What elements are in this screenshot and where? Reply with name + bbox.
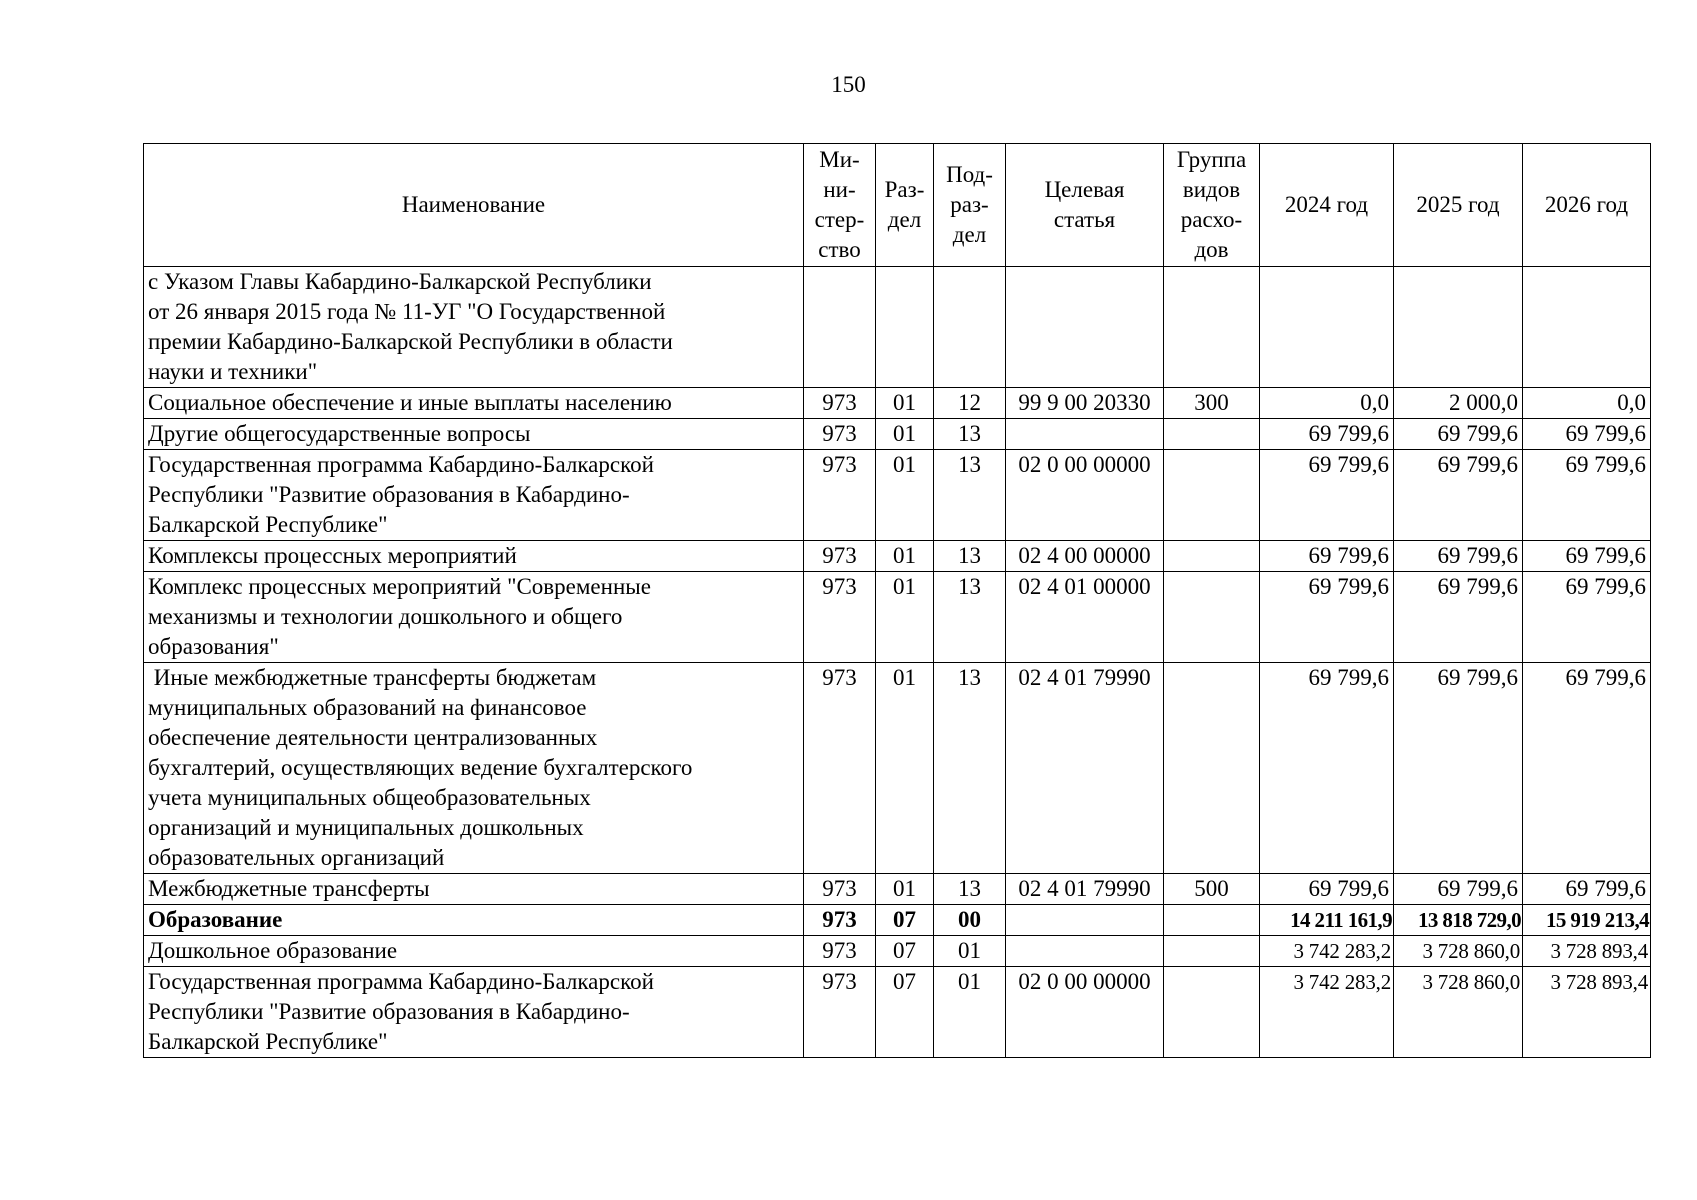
- cell-section: 01: [876, 541, 934, 572]
- cell-year-2024: 69 799,6: [1260, 572, 1394, 663]
- cell-subsection: 13: [934, 450, 1006, 541]
- cell-ministry: 973: [804, 874, 876, 905]
- cell-ministry: [804, 267, 876, 388]
- cell-subsection: 00: [934, 905, 1006, 936]
- cell-subsection: 13: [934, 419, 1006, 450]
- cell-subsection: 13: [934, 874, 1006, 905]
- cell-section: 07: [876, 967, 934, 1058]
- table-row: [144, 450, 1651, 541]
- table-header-row: [144, 144, 1651, 267]
- table-row: [144, 936, 1651, 967]
- header-year-2024: 2024 год: [1260, 144, 1394, 267]
- cell-section: 01: [876, 450, 934, 541]
- cell-target-article: 02 0 00 00000: [1006, 967, 1164, 1058]
- cell-year-2026: 69 799,6: [1523, 541, 1651, 572]
- cell-year-2024: 0,0: [1260, 388, 1394, 419]
- table-row: [144, 905, 1651, 936]
- cell-year-2024: 69 799,6: [1260, 874, 1394, 905]
- budget-table: [143, 143, 1651, 1058]
- table-row: [144, 267, 1651, 388]
- cell-target-article: 02 4 01 79990: [1006, 663, 1164, 874]
- cell-year-2024: 69 799,6: [1260, 419, 1394, 450]
- cell-section: 01: [876, 572, 934, 663]
- cell-section: 01: [876, 874, 934, 905]
- cell-subsection: 13: [934, 541, 1006, 572]
- cell-year-2025: 69 799,6: [1394, 419, 1523, 450]
- cell-year-2025: 69 799,6: [1394, 572, 1523, 663]
- cell-target-article: [1006, 419, 1164, 450]
- cell-year-2026: 69 799,6: [1523, 572, 1651, 663]
- cell-ministry: 973: [804, 967, 876, 1058]
- cell-year-2024: 69 799,6: [1260, 663, 1394, 874]
- cell-target-article: 02 4 01 79990: [1006, 874, 1164, 905]
- cell-expense-group: [1164, 419, 1260, 450]
- cell-target-article: 02 4 01 00000: [1006, 572, 1164, 663]
- header-subsection: Под- раз- дел: [934, 144, 1006, 267]
- cell-section: 01: [876, 663, 934, 874]
- cell-target-article: [1006, 267, 1164, 388]
- cell-year-2026: 15 919 213,4: [1523, 905, 1651, 936]
- table-row: [144, 874, 1651, 905]
- cell-expense-group: [1164, 267, 1260, 388]
- cell-year-2024: 3 742 283,2: [1260, 936, 1394, 967]
- cell-section: 07: [876, 905, 934, 936]
- cell-name: Социальное обеспечение и иные выплаты населению: [144, 388, 804, 419]
- cell-year-2025: 69 799,6: [1394, 450, 1523, 541]
- table-row: [144, 541, 1651, 572]
- cell-expense-group: 300: [1164, 388, 1260, 419]
- cell-year-2025: 69 799,6: [1394, 874, 1523, 905]
- cell-subsection: 12: [934, 388, 1006, 419]
- cell-name: Комплекс процессных мероприятий "Современные механизмы и технологии дошкольного и общего образования": [144, 572, 804, 663]
- header-year-2026: 2026 год: [1523, 144, 1651, 267]
- table-row: [144, 663, 1651, 874]
- cell-year-2026: 69 799,6: [1523, 450, 1651, 541]
- cell-year-2025: 3 728 860,0: [1394, 936, 1523, 967]
- cell-section: 01: [876, 419, 934, 450]
- cell-year-2024: 14 211 161,9: [1260, 905, 1394, 936]
- cell-year-2026: 69 799,6: [1523, 874, 1651, 905]
- cell-year-2024: 69 799,6: [1260, 450, 1394, 541]
- cell-section: 01: [876, 388, 934, 419]
- header-ministry: Ми- ни- стер- ство: [804, 144, 876, 267]
- cell-expense-group: [1164, 936, 1260, 967]
- cell-ministry: 973: [804, 419, 876, 450]
- cell-expense-group: 500: [1164, 874, 1260, 905]
- cell-year-2024: 69 799,6: [1260, 541, 1394, 572]
- cell-year-2025: 2 000,0: [1394, 388, 1523, 419]
- cell-year-2026: 69 799,6: [1523, 663, 1651, 874]
- cell-subsection: [934, 267, 1006, 388]
- cell-expense-group: [1164, 450, 1260, 541]
- cell-year-2025: [1394, 267, 1523, 388]
- cell-year-2026: 69 799,6: [1523, 419, 1651, 450]
- table-row: [144, 388, 1651, 419]
- cell-year-2026: 3 728 893,4: [1523, 967, 1651, 1058]
- cell-ministry: 973: [804, 905, 876, 936]
- cell-target-article: 99 9 00 20330: [1006, 388, 1164, 419]
- cell-year-2024: [1260, 267, 1394, 388]
- cell-target-article: [1006, 905, 1164, 936]
- cell-year-2025: 13 818 729,0: [1394, 905, 1523, 936]
- header-section: Раз- дел: [876, 144, 934, 267]
- cell-subsection: 01: [934, 967, 1006, 1058]
- cell-name: Комплексы процессных мероприятий: [144, 541, 804, 572]
- cell-expense-group: [1164, 967, 1260, 1058]
- header-year-2025: 2025 год: [1394, 144, 1523, 267]
- cell-name: Государственная программа Кабардино-Балкарской Республики "Развитие образования в Кабардино- Балкарской Республике": [144, 967, 804, 1058]
- cell-name: Образование: [144, 905, 804, 936]
- cell-ministry: 973: [804, 936, 876, 967]
- header-expense-group: Группа видов расхо- дов: [1164, 144, 1260, 267]
- cell-ministry: 973: [804, 541, 876, 572]
- cell-expense-group: [1164, 541, 1260, 572]
- cell-name: Дошкольное образование: [144, 936, 804, 967]
- cell-section: [876, 267, 934, 388]
- cell-section: 07: [876, 936, 934, 967]
- cell-expense-group: [1164, 572, 1260, 663]
- cell-name: Иные межбюджетные трансферты бюджетам муниципальных образований на финансовое обеспечение деятельности централизованных бухгалтерий, осуществляющих ведение бухгалтерского учета муниципальных общеобразовательных организаций и муниципальных дошкольных образовательных организаций: [144, 663, 804, 874]
- cell-name: Межбюджетные трансферты: [144, 874, 804, 905]
- cell-year-2026: 3 728 893,4: [1523, 936, 1651, 967]
- header-target-article: Целевая статья: [1006, 144, 1164, 267]
- cell-expense-group: [1164, 663, 1260, 874]
- cell-name: Государственная программа Кабардино-Балкарской Республики "Развитие образования в Кабардино- Балкарской Республике": [144, 450, 804, 541]
- cell-target-article: [1006, 936, 1164, 967]
- cell-expense-group: [1164, 905, 1260, 936]
- table-body: [144, 267, 1651, 1058]
- page-number: 150: [831, 72, 866, 97]
- cell-subsection: 13: [934, 663, 1006, 874]
- cell-name: Другие общегосударственные вопросы: [144, 419, 804, 450]
- cell-year-2026: [1523, 267, 1651, 388]
- cell-ministry: 973: [804, 450, 876, 541]
- cell-subsection: 01: [934, 936, 1006, 967]
- cell-year-2026: 0,0: [1523, 388, 1651, 419]
- table-row: [144, 967, 1651, 1058]
- cell-target-article: 02 4 00 00000: [1006, 541, 1164, 572]
- table-row: [144, 572, 1651, 663]
- cell-year-2025: 3 728 860,0: [1394, 967, 1523, 1058]
- cell-year-2025: 69 799,6: [1394, 663, 1523, 874]
- header-name: Наименование: [144, 144, 804, 267]
- cell-year-2024: 3 742 283,2: [1260, 967, 1394, 1058]
- cell-name: с Указом Главы Кабардино-Балкарской Республики от 26 января 2015 года № 11-УГ "О Государственной премии Кабардино-Балкарской Республики в области науки и техники": [144, 267, 804, 388]
- cell-subsection: 13: [934, 572, 1006, 663]
- cell-target-article: 02 0 00 00000: [1006, 450, 1164, 541]
- cell-ministry: 973: [804, 663, 876, 874]
- cell-year-2025: 69 799,6: [1394, 541, 1523, 572]
- cell-ministry: 973: [804, 388, 876, 419]
- cell-ministry: 973: [804, 572, 876, 663]
- table-row: [144, 419, 1651, 450]
